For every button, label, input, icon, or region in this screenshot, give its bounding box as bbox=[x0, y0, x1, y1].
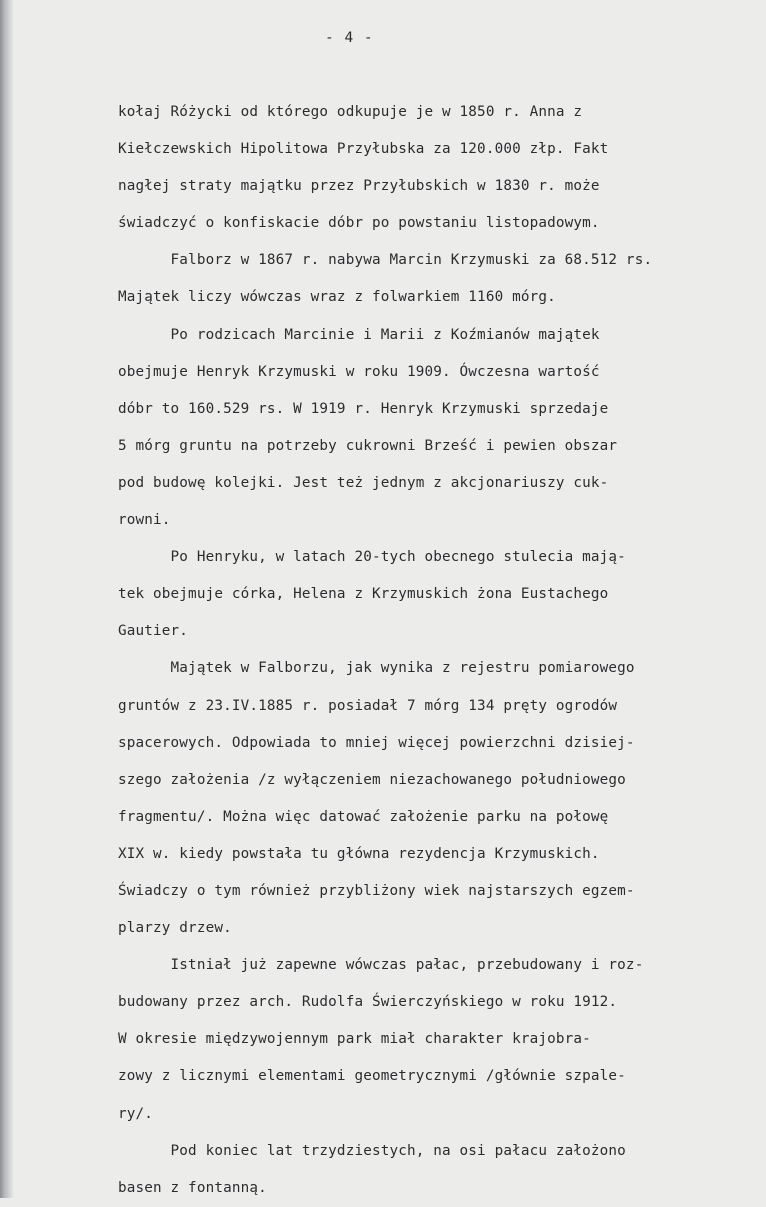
text-line: Majątek liczy wówczas wraz z folwarkiem 1160 mórg. bbox=[118, 289, 556, 306]
text-line: rowni. bbox=[118, 512, 171, 529]
document-page bbox=[14, 0, 766, 1198]
text-line: świadczyć o konfiskacie dóbr po powstaniu listopadowym. bbox=[118, 215, 600, 232]
text-line: pod budowę kolejki. Jest też jednym z akcjonariuszy cuk- bbox=[118, 474, 609, 491]
text-line: Po Henryku, w latach 20-tych obecnego stulecia mają- bbox=[118, 549, 626, 566]
text-line: kołaj Różycki od którego odkupuje je w 1850 r. Anna z bbox=[118, 104, 583, 120]
text-line: zowy z licznymi elementami geometrycznymi /głównie szpale- bbox=[118, 1068, 626, 1085]
text-line: ry/. bbox=[118, 1105, 154, 1122]
text-line: 5 mórg gruntu na potrzeby cukrowni Brześć i pewien obszar bbox=[118, 437, 618, 454]
text-line: W okresie międzywojennym park miał charakter krajobra- bbox=[118, 1031, 591, 1048]
text-line: tek obejmuje córka, Helena z Krzymuskich żona Eustachego bbox=[118, 586, 609, 603]
page-number: - 4 - bbox=[325, 30, 374, 46]
text-line: Istniał już zapewne wówczas pałac, przebudowany i roz- bbox=[118, 957, 644, 974]
text-line: Pod koniec lat trzydziestych, na osi pałacu założono bbox=[118, 1142, 626, 1159]
text-line: dóbr to 160.529 rs. W 1919 r. Henryk Krzymuski sprzedaje bbox=[118, 400, 609, 417]
text-line: nagłej straty majątku przez Przyłubskich w 1830 r. może bbox=[118, 178, 600, 195]
text-line: Po rodzicach Marcinie i Marii z Koźmianów majątek bbox=[118, 326, 600, 343]
text-line: basen z fontanną. bbox=[118, 1179, 267, 1196]
page-edge bbox=[0, 0, 14, 1198]
text-line: Majątek w Falborzu, jak wynika z rejestru pomiarowego bbox=[118, 660, 635, 677]
text-line: gruntów z 23.IV.1885 r. posiadał 7 mórg 134 pręty ogrodów bbox=[118, 697, 618, 714]
text-line: budowany przez arch. Rudolfa Świerczyńskiego w roku 1912. bbox=[118, 994, 618, 1011]
text-line: fragmentu/. Można więc datować założenie parku na połowę bbox=[118, 808, 609, 825]
text-line: plarzy drzew. bbox=[118, 920, 232, 937]
text-line: obejmuje Henryk Krzymuski w roku 1909. Ówczesna wartość bbox=[118, 363, 600, 380]
text-line: spacerowych. Odpowiada to mniej więcej powierzchni dzisiej- bbox=[118, 734, 635, 751]
text-line: Kiełczewskich Hipolitowa Przyłubska za 120.000 złp. Fakt bbox=[118, 141, 609, 158]
text-line: XIX w. kiedy powstała tu główna rezydencja Krzymuskich. bbox=[118, 845, 600, 862]
text-line: Świadczy o tym również przybliżony wiek najstarszych egzem- bbox=[118, 882, 635, 899]
text-line: szego założenia /z wyłączeniem niezachowanego południowego bbox=[118, 771, 626, 788]
text-line: Gautier. bbox=[118, 623, 189, 640]
body-text bbox=[118, 94, 758, 1207]
text-line: Falborz w 1867 r. nabywa Marcin Krzymuski za 68.512 rs. bbox=[118, 252, 653, 269]
